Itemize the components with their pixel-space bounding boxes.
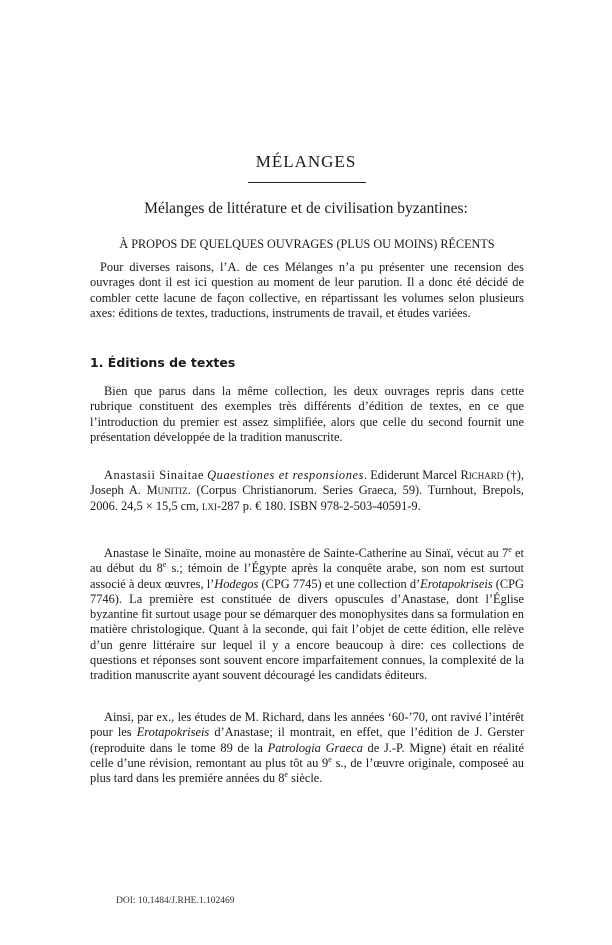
- review-paragraph: [90, 546, 524, 684]
- review-text: d’Anastase; il montrait, en effet, que l’édition de J. Gerster (reproduite dans le tome 89 de la: [90, 725, 524, 755]
- book-title: Quaestiones et responsiones: [207, 468, 365, 482]
- review-text: s., de l’œuvre originale, composeé au plus tard dans les premiére années du 8: [90, 755, 524, 786]
- italic-term: Erotapokriseis: [420, 576, 493, 591]
- subtitle: Mélanges de littérature et de civilisation byzantines:: [144, 200, 468, 217]
- review-text: s.; témoin de l’Égypte après la conquête arabe, son nom est surtout associé à deux œuvres, l’: [90, 561, 524, 591]
- italic-term: Hodegos: [214, 576, 259, 591]
- superscript: e: [162, 560, 167, 570]
- review-text: et au début du 8: [90, 546, 524, 576]
- intro-paragraph: Pour diverses raisons, l’A. de ces Mélanges n’a pu présenter une recension des ouvrages dont il est ici question au moment de leur parution. Il a donc été décidé de combler cette lacune de façon collective, en répartissant les volumes selon plusieurs axes: éditions de textes, traductions, instruments de travail, et études variées.: [90, 260, 524, 320]
- page-title: MÉLANGES: [255, 152, 357, 171]
- review-paragraph: [90, 710, 524, 786]
- review-text: de J.-P. Migne) était en réalité celle d’une révision, remontant au plus tôt au 9: [90, 740, 524, 770]
- book-ref-text: . Ediderunt Marcel: [364, 468, 461, 482]
- review-text: siècle.: [287, 771, 323, 786]
- italic-term: Patrologia Graeca: [267, 740, 363, 755]
- book-author: Anastasii Sinaitae: [104, 468, 204, 482]
- italic-term: Erotapokriseis: [136, 725, 210, 740]
- review-text: Ainsi, par ex., les études de M. Richard, dans les années ‘60-’70, ont ravivé l’intérêt pour les: [90, 710, 524, 740]
- superscript: e: [328, 754, 332, 764]
- book-ref-text: -287 p. € 180. ISBN 978-2-503-40591-9.: [216, 498, 421, 513]
- section-intro-paragraph: Bien que parus dans la même collection, les deux ouvrages repris dans cette rubrique constituent des exemples très différents d’édition de textes, en ce que l’introduction du premier est assez simplifiée, alors que celle du second fournit une présentation développée de la tradition manuscrite.: [90, 384, 524, 444]
- book-reference: [90, 468, 524, 514]
- section-heading: 1. Éditions de textes: [90, 355, 236, 370]
- superscript: e: [508, 544, 512, 554]
- review-text: (CPG 7746). La première est constituée de divers opuscules d’Anastase, dont l’Église byzantine fit surtout usage pour se démarquer des monophysites dans sa formulation en matière christologique. Quant à la seconde, qui fait l’objet de cette édition, elle relève d’un genre littéraire sur lequel il y a encore beaucoup à dire: ces collections de questions et réponses sont souvent encore imparfaitement connues, la complexité de la tradition manuscrite ayant souvent découragé les candidats éditeurs.: [90, 576, 524, 683]
- page-count-roman: lxi: [201, 498, 217, 513]
- editor-name: Munitiz: [146, 483, 188, 498]
- section-caption: À PROPOS DE QUELQUES OUVRAGES (PLUS OU MOINS) RÉCENTS: [119, 237, 495, 251]
- book-ref-text: (†), Joseph A.: [90, 468, 524, 498]
- editor-name: Richard: [460, 468, 504, 482]
- book-ref-text: . (Corpus Christianorum. Series Graeca, 59). Turnhout, Brepols, 2006. 24,5 × 15,5 cm,: [90, 483, 524, 513]
- review-text: Anastase le Sinaïte, moine au monastère de Sainte-Catherine au Sinaï, vécut au 7: [104, 546, 509, 560]
- review-text: (CPG 7745) et une collection d’: [258, 576, 421, 591]
- superscript: e: [284, 770, 288, 780]
- title-rule: [248, 182, 366, 183]
- doi-footer: DOI: 10.1484/J.RHE.1.102469: [116, 896, 235, 906]
